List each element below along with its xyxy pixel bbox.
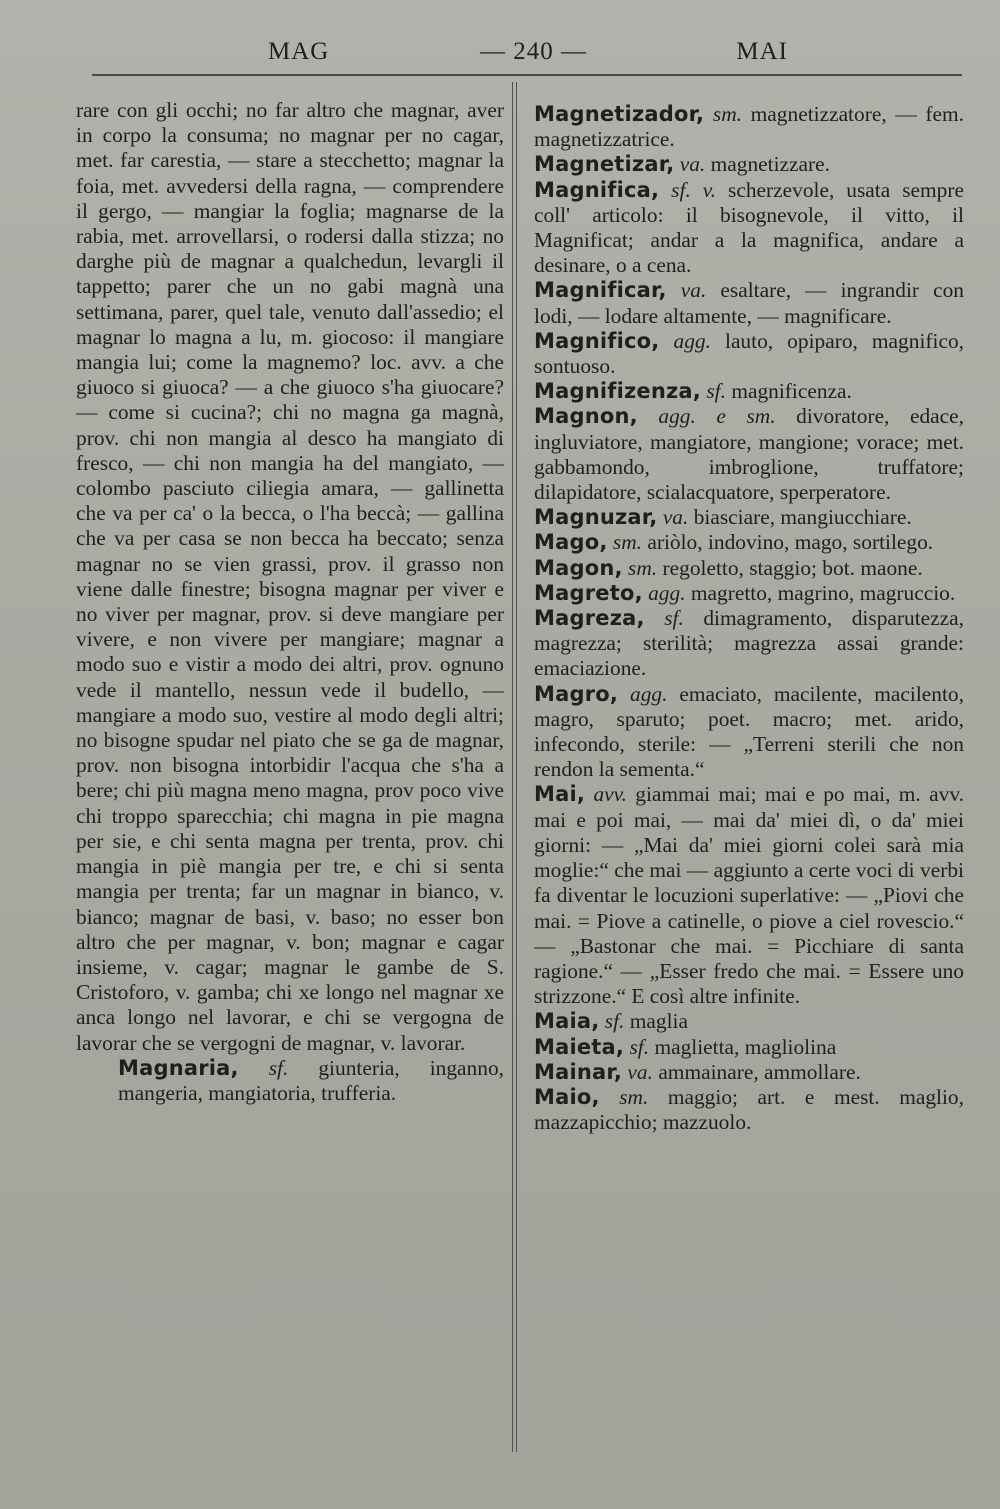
- entry-definition: giunteria, inganno, mangeria, mangiatoria, trufferia.: [118, 1055, 504, 1105]
- dictionary-entry: [534, 152, 964, 177]
- entry-headword: Magnifica,: [534, 177, 660, 202]
- entry-pos: sf. v.: [671, 177, 717, 202]
- dictionary-entry: [534, 278, 964, 328]
- entry-definition: maggio; art. e mest. maglio, mazzapicchio; mazzuolo.: [534, 1084, 964, 1135]
- header-rule: [92, 74, 962, 76]
- dictionary-entry: [534, 1035, 964, 1060]
- dictionary-entry: [534, 1060, 964, 1085]
- entry-headword: Magnaria,: [118, 1055, 239, 1080]
- header-right-guide-word: MAI: [736, 38, 788, 65]
- left-column: [76, 98, 504, 1106]
- entry-definition: biasciare, mangiucchiare.: [693, 505, 912, 530]
- entry-headword: Magnetizar,: [534, 152, 675, 177]
- entry-headword: Maia,: [534, 1009, 600, 1034]
- entry-definition: ariòlo, indovino, mago, sortilego.: [647, 530, 934, 555]
- entry-headword: Magnetizador,: [534, 102, 705, 126]
- dictionary-entry: [534, 782, 964, 1009]
- entry-definition: regoletto, staggio; bot. maone.: [662, 555, 923, 580]
- entry-definition: giammai mai; mai e po mai, m. avv. mai e poi mai, — mai da' miei dì, o da' miei giorni: — „Mai da' miei giorni colei sarà mia moglie:“ che mai — aggiunto a certe voci di verbi fa diventar le locuzioni superlative: — „Piovi che mai. = Piove a catinelle, o piove a ciel rovescio.“ — „Bastonar che mai. = Picchiare di santa ragione.“ — „Esser fredo che mai. = Essere uno strizzone.“ E così altre infinite.: [534, 782, 964, 1009]
- dictionary-entry: [534, 379, 964, 404]
- entry-definition: magretto, magrino, magruccio.: [690, 580, 956, 605]
- dictionary-entry: [76, 1056, 504, 1106]
- entry-pos: sf.: [604, 1009, 625, 1034]
- entry-headword: Mago,: [534, 530, 608, 555]
- dictionary-entry: [534, 1085, 964, 1135]
- entry-pos: sf.: [706, 379, 726, 404]
- entry-headword: Magreto,: [534, 580, 643, 605]
- dictionary-entry: [534, 556, 964, 581]
- entry-pos: sf.: [629, 1034, 650, 1059]
- entry-pos: sf.: [664, 606, 684, 631]
- entry-pos: sf.: [268, 1055, 289, 1080]
- entry-definition: ammainare, ammollare.: [658, 1059, 861, 1084]
- entry-headword: Mai,: [534, 782, 586, 807]
- entry-pos: agg.: [630, 681, 668, 706]
- dictionary-entry: [534, 530, 964, 555]
- page-header: [90, 38, 960, 74]
- entry-definition: magnificenza.: [731, 379, 852, 404]
- dictionary-entry: [534, 505, 964, 530]
- entry-definition: scherzevole, usata sempre coll' articolo: il bisognevole, il vitto, il Magnificat; andar a la magnifica, andare a desinare, o a cena.: [534, 177, 964, 278]
- entry-headword: Mainar,: [534, 1059, 623, 1084]
- entry-pos: sm.: [619, 1084, 649, 1109]
- entry-pos: sm.: [628, 555, 658, 580]
- left-column-continuation: rare con gli occhi; no far altro che magnar, aver in corpo la consuma; no magnar per no cagar, met. far carestia, — stare a stecchetto; magnar la foia, met. avvedersi della ragna, — comprendere il gergo, — mangiar la foglia; magnarse de la rabia, met. arrovellarsi, o rodersi dalla stizza; no darghe più de magnar a qualchedun, levargli il tappetto; parer che un no gabi magnà una settimana, parer, quel tale, venuto dall'assedio; el magnar lo magna a lu, m. giocoso: il mangiare mangia lui; come la magnemo? loc. avv. a che giuoco si giuoca? — a che giuoco s'ha giuocare? — come si cucina?; chi no magna ga magnà, prov. chi non mangia al desco ha mangiato di fresco, — chi non mangia ha del mangiato, — colombo pasciuto ciliegia amara, — gallinetta che va per ca' o la becca, o l'ha beccà; — gallina che va per casa se non becca ha beccato; senza magnar no se vien grassi, prov. il grasso non viene dalle finestre; bisogna magnar per viver e no viver per magnar, prov. si deve mangiare per vivere, e non vivere per mangiare; magnar a modo suo e vistir a modo dei altri, prov. ognuno vede il mantello, nessun vede il budello, — mangiare a modo suo, vestire al modo degli altri; no bisogne spudar nel piato che se ga de magnar, prov. non bisogna intorbidir l'acqua che s'ha a bere; chi più magna meno magna, prov poco vive chi troppo sparecchia; chi magna in pie magna per sie, e chi senta magna per trenta, prov. chi mangia in piè mangia per tre, e chi si senta mangia per trenta; far un magnar in bianco, v. bianco; magnar de basi, v. baso; no esser bon altro che per magnar, v. bon; magnar e cagar insieme, v. cagar; magnar le gambe de S. Cristoforo, v. gamba; chi xe longo nel magnar xe anca longo nel lavorar, e chi se vergogna de lavorar che se vergogni de magnar, v. lavorar.: [76, 98, 504, 1055]
- dictionary-entry: [534, 606, 964, 682]
- entry-pos: agg. e sm.: [658, 404, 776, 429]
- entry-headword: Maieta,: [534, 1034, 625, 1059]
- entry-definition: emaciato, macilente, macilento, magro, sparuto; poet. macro; met. arido, infecondo, sterile: — „Terreni sterili che non rendon la sementa.“: [534, 681, 964, 782]
- entry-pos: sm.: [612, 530, 642, 555]
- entry-pos: va.: [627, 1059, 653, 1084]
- entry-pos: agg.: [673, 328, 711, 353]
- entry-headword: Magnifico,: [534, 328, 660, 353]
- entry-definition: magnetizzare.: [710, 152, 830, 177]
- entry-pos: va.: [679, 152, 706, 177]
- entry-pos: sm.: [712, 102, 743, 126]
- entry-definition: esaltare, — ingrandir con lodi, — lodare altamente, — magnificare.: [534, 278, 964, 328]
- entry-pos: va.: [662, 505, 689, 530]
- dictionary-entry: [534, 1009, 964, 1034]
- dictionary-entry: [534, 682, 964, 783]
- entry-definition: maglia: [629, 1009, 688, 1034]
- entry-headword: Magreza,: [534, 606, 645, 631]
- entry-pos: avv.: [593, 782, 627, 807]
- dictionary-entry: [534, 102, 964, 152]
- header-left-guide-word: MAG: [268, 38, 330, 65]
- entry-definition: lauto, opiparo, magnifico, sontuoso.: [534, 328, 964, 379]
- entry-headword: Magro,: [534, 681, 619, 706]
- entry-definition: magnetizzatore, — fem. magnetizzatrice.: [534, 102, 964, 152]
- page-number: — 240 —: [480, 38, 587, 65]
- entry-headword: Maio,: [534, 1084, 600, 1109]
- entry-pos: agg.: [648, 580, 686, 605]
- entry-definition: maglietta, magliolina: [654, 1034, 837, 1059]
- dictionary-entry: [534, 329, 964, 379]
- entry-headword: Magnificar,: [534, 278, 667, 303]
- dictionary-entry: [534, 581, 964, 606]
- entry-headword: Magnuzar,: [534, 505, 658, 530]
- dictionary-entry: [534, 178, 964, 279]
- entry-definition: dimagramento, disparutezza, magrezza; sterilità; magrezza assai grande: emaciazione.: [534, 606, 964, 681]
- column-divider: [512, 82, 517, 1452]
- entry-headword: Magnifizenza,: [534, 379, 701, 404]
- entry-headword: Magnon,: [534, 404, 638, 429]
- dictionary-entry: [534, 404, 964, 505]
- entry-headword: Magon,: [534, 555, 623, 580]
- entry-definition: divoratore, edace, ingluviatore, mangiatore, mangione; vorace; met. gabbamondo, imbroglione, truffatore; dilapidatore, scialacquatore, sperperatore.: [534, 404, 964, 505]
- right-column: [534, 102, 964, 1135]
- entry-pos: va.: [680, 278, 707, 303]
